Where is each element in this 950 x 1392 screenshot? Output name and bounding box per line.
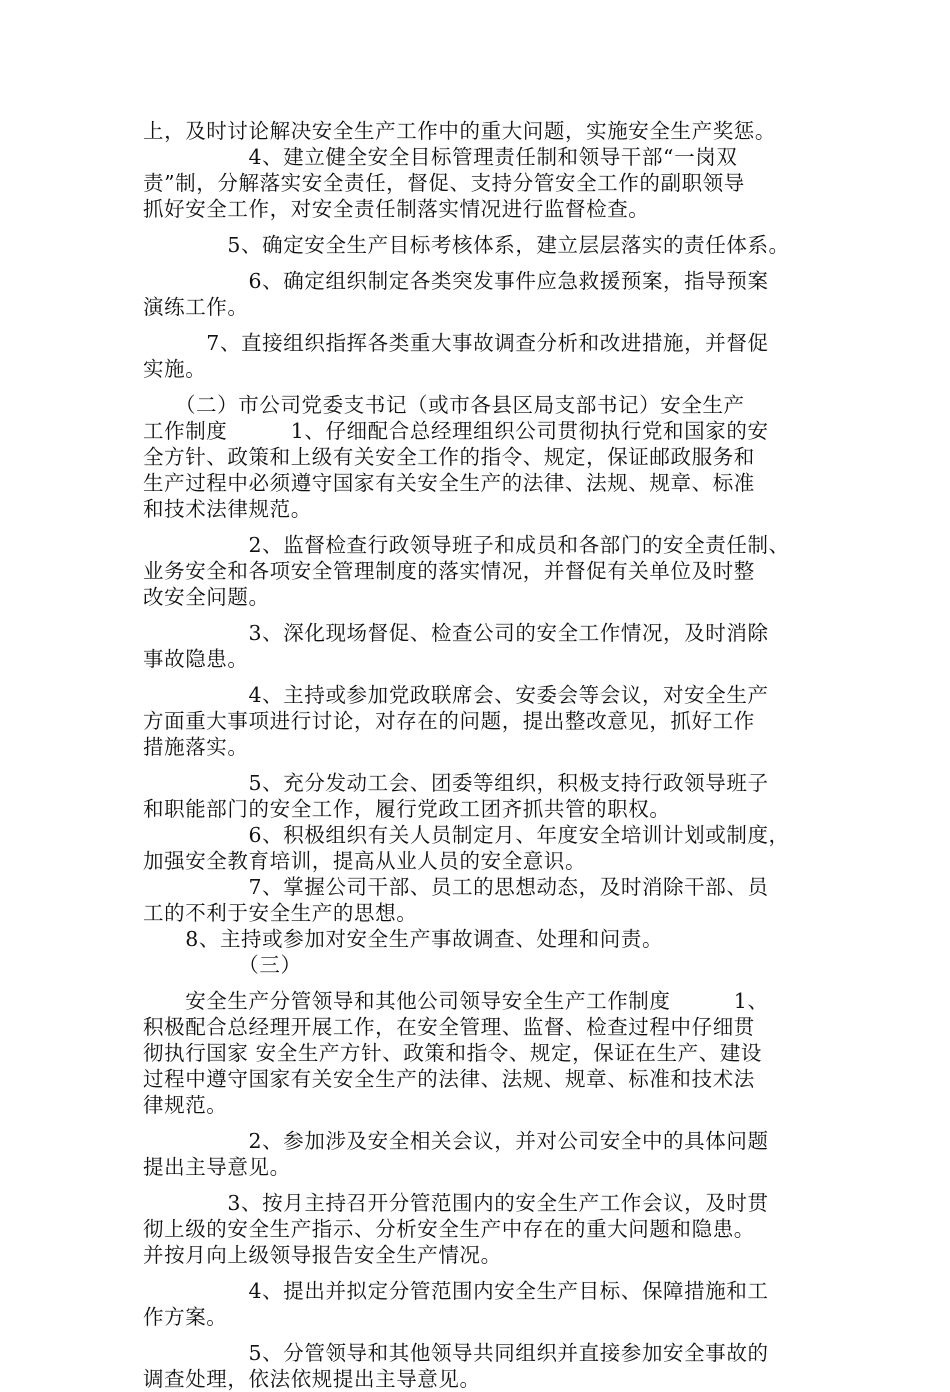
- text-line: 演练工作。: [143, 295, 249, 319]
- section-heading: （二）市公司党委支书记（或市各县区局支部书记）安全生产: [143, 393, 745, 417]
- text-line: 6、确定组织制定各类突发事件应急救援预案，指导预案: [143, 269, 769, 293]
- text-line: 作方案。: [143, 1305, 228, 1329]
- text-line: 彻上级的安全生产指示、分析安全生产中存在的重大问题和隐患。: [143, 1217, 755, 1241]
- text-line: 6、积极组织有关人员制定月、年度安全培训计划或制度，: [143, 823, 790, 847]
- text-line: 7、掌握公司干部、员工的思想动态，及时消除干部、员: [143, 875, 769, 899]
- text-line: 积极配合总经理开展工作，在安全管理、监督、检查过程中仔细贯: [143, 1015, 755, 1039]
- text-line: 方面重大事项进行讨论，对存在的问题，提出整改意见，抓好工作: [143, 709, 755, 733]
- text-line: 过程中遵守国家有关安全生产的法律、法规、规章、标准和技术法: [143, 1067, 755, 1091]
- text-line: 全方针、政策和上级有关安全工作的指令、规定，保证邮政服务和: [143, 445, 755, 469]
- section-heading: 安全生产分管领导和其他公司领导安全生产工作制度 1、: [143, 989, 769, 1013]
- text-line: 加强安全教育培训，提高从业人员的安全意识。: [143, 849, 587, 873]
- text-line: 和职能部门的安全工作，履行党政工团齐抓共管的职权。: [143, 797, 671, 821]
- text-line: 2、监督检查行政领导班子和成员和各部门的安全责任制、: [143, 533, 790, 557]
- text-line: 5、充分发动工会、团委等组织，积极支持行政领导班子: [143, 771, 769, 795]
- text-line: 4、建立健全安全目标管理责任制和领导干部“一岗双: [143, 145, 738, 169]
- text-line: 并按月向上级领导报告安全生产情况。: [143, 1243, 502, 1267]
- text-line: 4、提出并拟定分管范围内安全生产目标、保障措施和工: [143, 1279, 769, 1303]
- text-line: 5、分管领导和其他领导共同组织并直接参加安全事故的: [143, 1341, 769, 1365]
- text-line: 业务安全和各项安全管理制度的落实情况，并督促有关单位及时整: [143, 559, 755, 583]
- text-line: 上，及时讨论解决安全生产工作中的重大问题，实施安全生产奖惩。: [143, 119, 776, 143]
- text-line: 责”制，分解落实安全责任，督促、支持分管安全工作的副职领导: [143, 171, 745, 195]
- text-line: 7、直接组织指挥各类重大事故调查分析和改进措施，并督促: [143, 331, 769, 355]
- text-line: 3、深化现场督促、检查公司的安全工作情况，及时消除: [143, 621, 769, 645]
- text-line: 事故隐患。: [143, 647, 249, 671]
- text-line: 彻执行国家 安全生产方针、政策和指令、规定，保证在生产、建设: [143, 1041, 763, 1065]
- text-line: 和技术法律规范。: [143, 497, 312, 521]
- text-line: 实施。: [143, 357, 207, 381]
- text-line: 工作制度 1、仔细配合总经理组织公司贯彻执行党和国家的安: [143, 419, 769, 443]
- text-line: 工的不利于安全生产的思想。: [143, 901, 418, 925]
- section-heading: （三）: [143, 953, 302, 977]
- text-line: 改安全问题。: [143, 585, 270, 609]
- text-line: 律规范。: [143, 1093, 228, 1117]
- text-line: 抓好安全工作，对安全责任制落实情况进行监督检查。: [143, 197, 650, 221]
- text-line: 措施落实。: [143, 735, 249, 759]
- text-line: 提出主导意见。: [143, 1155, 291, 1179]
- text-line: 2、参加涉及安全相关会议，并对公司安全中的具体问题: [143, 1129, 769, 1153]
- text-line: 生产过程中必须遵守国家有关安全生产的法律、法规、规章、标准: [143, 471, 755, 495]
- text-line: 4、主持或参加党政联席会、安委会等会议，对安全生产: [143, 683, 769, 707]
- text-line: 3、按月主持召开分管范围内的安全生产工作会议，及时贯: [143, 1191, 769, 1215]
- text-line: 5、确定安全生产目标考核体系，建立层层落实的责任体系。: [143, 233, 790, 257]
- document-body: [143, 118, 823, 1392]
- text-line: 调查处理，依法依规提出主导意见。: [143, 1367, 481, 1391]
- text-line: 8、主持或参加对安全生产事故调查、处理和问责。: [143, 927, 664, 951]
